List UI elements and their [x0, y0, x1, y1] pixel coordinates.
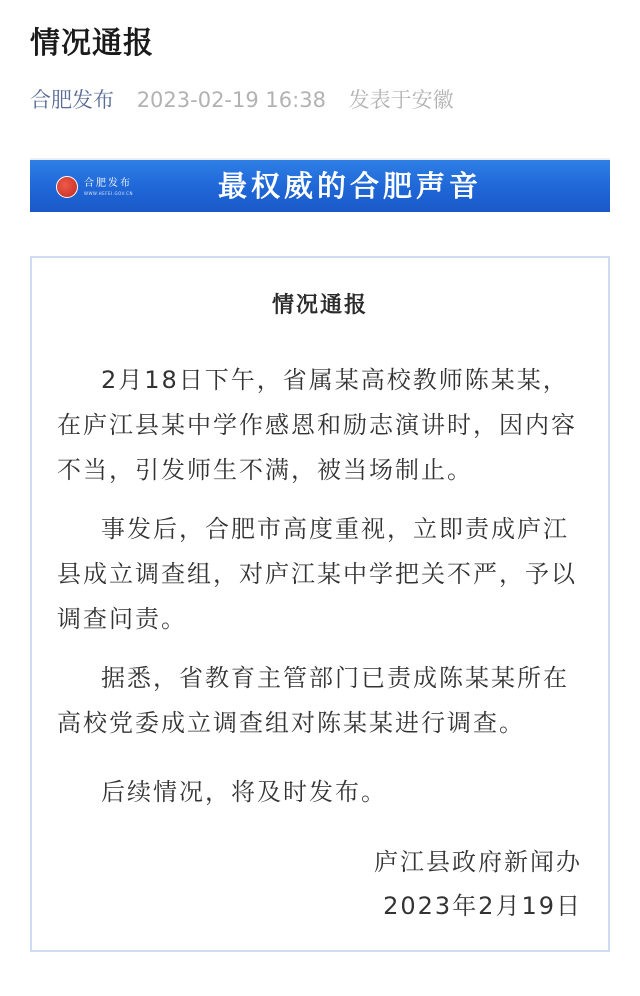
account-name-link[interactable]: 合肥发布 — [30, 88, 114, 112]
article-title: 情况通报 — [30, 26, 154, 61]
publish-datetime: 2023-02-19 16:38 — [136, 88, 326, 112]
banner-logo — [56, 172, 133, 202]
hefei-logo-icon — [56, 176, 78, 198]
notice-paragraph: 事发后，合肥市高度重视，立即责成庐江县成立调查组，对庐江某中学把关不严，予以调查问责。 — [57, 515, 577, 633]
notice-date: 2023年2月19日 — [383, 892, 582, 920]
article-meta — [30, 84, 454, 114]
banner-slogan: 最权威的合肥声音 — [218, 169, 483, 203]
notice-paragraph: 后续情况，将及时发布。 — [101, 778, 387, 806]
publish-location: 发表于安徽 — [348, 88, 454, 112]
banner-logo-subtext: WWW.HEFEI.GOV.CN — [84, 190, 133, 196]
notice-issuer: 庐江县政府新闻办 — [374, 848, 582, 876]
notice-paragraph: 2月18日下午，省属某高校教师陈某某，在庐江县某中学作感恩和励志演讲时，因内容不当，引发师生不满，被当场制止。 — [57, 366, 577, 484]
banner-logo-text: 合肥发布 — [84, 177, 132, 189]
notice-heading: 情况通报 — [271, 293, 368, 318]
notice-paragraph: 据悉，省教育主管部门已责成陈某某所在高校党委成立调查组对陈某某进行调查。 — [57, 664, 569, 737]
hefei-banner — [30, 158, 610, 212]
